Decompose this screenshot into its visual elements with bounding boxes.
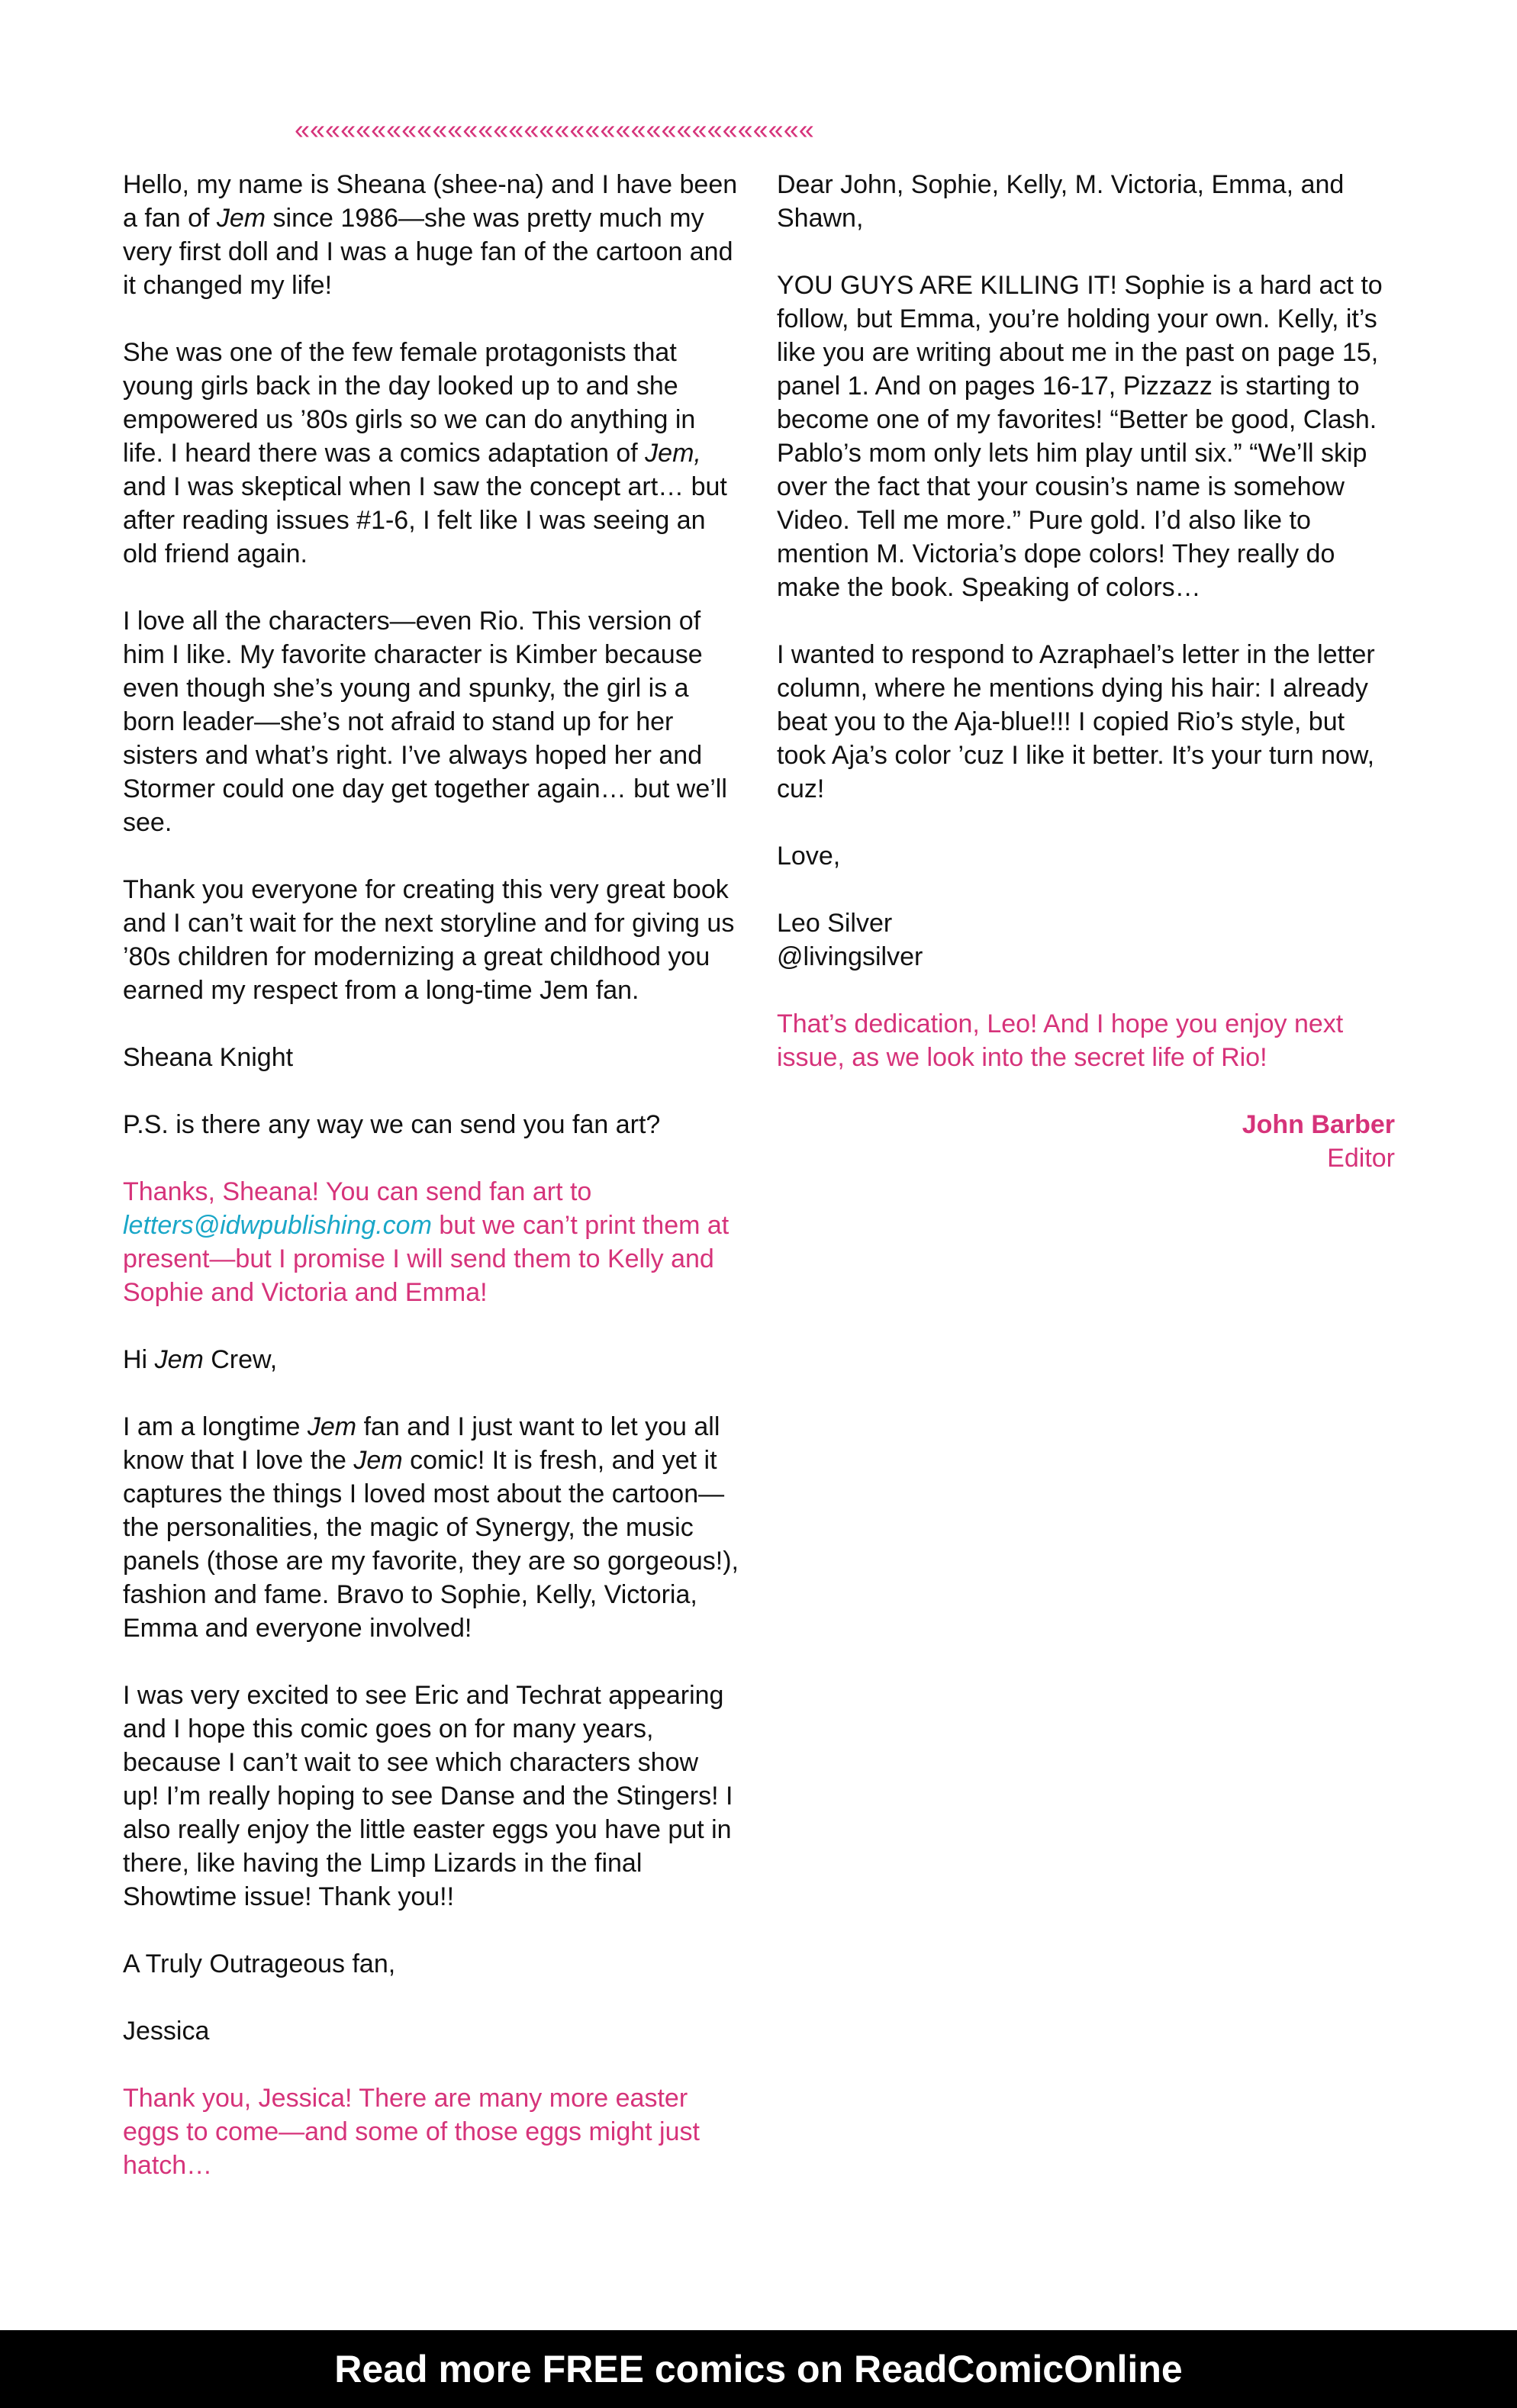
letter-leo-closing: Love,	[777, 842, 841, 871]
letter-jessica-closing: A Truly Outrageous fan,	[123, 1949, 396, 1978]
letter-jessica-p2: I was very excited to see Eric and Techrat appearing and I hope this comic goes on for many years, because I can’t wait to see which characters show up! I’m really hoping to see Danse and the Stingers! I also really enjoy the little easter eggs you have put in there, like having the Limp Lizards in the final Showtime issue! Thank you!!	[123, 1681, 733, 1911]
email-link[interactable]: letters@idwpublishing.com	[123, 1211, 432, 1240]
letter-jessica-greeting: Hi Jem Crew,	[123, 1345, 278, 1374]
editor-role: Editor	[1327, 1144, 1395, 1173]
editor-reply-jessica: Thank you, Jessica! There are many more easter eggs to come—and some of those eggs might just hatch…	[123, 2084, 700, 2180]
left-column	[123, 168, 739, 2216]
letter-sheana-p2: She was one of the few female protagonists that young girls back in the day looked up to and she empowered us ’80s girls so we can do anything in life. I heard there was a comics adaptation of Jem, and I was skeptical when I saw the concept art… but after reading issues #1-6, I felt like I was seeing an old friend again.	[123, 338, 727, 568]
right-column	[777, 168, 1395, 1175]
editor-reply-sheana: Thanks, Sheana! You can send fan art to letters@idwpublishing.com but we can’t print them at present—but I promise I will send them to Kelly and Sophie and Victoria and Emma!	[123, 1177, 730, 1307]
editor-name: John Barber	[1242, 1110, 1395, 1139]
letter-leo-signature: Leo Silver @livingsilver	[777, 909, 923, 971]
letter-sheana-ps: P.S. is there any way we can send you fan art?	[123, 1110, 661, 1139]
letter-leo-p1: YOU GUYS ARE KILLING IT! Sophie is a hard act to follow, but Emma, you’re holding your own. Kelly, it’s like you are writing about me in the past on page 15, panel 1. And on pages 16-17, Pizzazz is starting to become one of my favorites! “Better be good, Clash. Pablo’s mom only lets him play until six.” “We’ll skip over the fact that your cousin’s name is somehow Video. Tell me more.” Pure gold. I’d also like to mention M. Victoria’s dope colors! They really do make the book. Speaking of colors…	[777, 271, 1383, 602]
footer-banner[interactable]: Read more FREE comics on ReadComicOnline	[0, 2330, 1517, 2408]
letter-sheana-p1: Hello, my name is Sheana (shee-na) and I have been a fan of Jem since 1986—she was pretty much my very first doll and I was a huge fan of the cartoon and it changed my life!	[123, 170, 738, 300]
letter-sheana-p3: I love all the characters—even Rio. This version of him I like. My favorite character is Kimber because even though she’s young and spunky, the girl is a born leader—she’s not afraid to stand up for her sisters and what’s right. I’ve always hoped her and Stormer could one day get together again… but we’ll see.	[123, 607, 727, 837]
letter-leo-p2: I wanted to respond to Azraphael’s letter in the letter column, where he mentions dying his hair: I already beat you to the Aja-blue!!! I copied Rio’s style, but took Aja’s color ’cuz I like it better. It’s your turn now, cuz!	[777, 640, 1375, 803]
letter-sheana-signature: Sheana Knight	[123, 1043, 294, 1072]
chevron-decoration: ««««««««««««««««««««««««««««««««««	[295, 114, 814, 145]
editor-signature	[777, 1108, 1395, 1175]
letter-leo-greeting: Dear John, Sophie, Kelly, M. Victoria, Emma, and Shawn,	[777, 170, 1345, 233]
letter-jessica-signature: Jessica	[123, 2017, 210, 2046]
letter-jessica-p1: I am a longtime Jem fan and I just want to let you all know that I love the Jem comic! It is fresh, and yet it captures the things I loved most about the cartoon—the personalities, the magic of Synergy, the music panels (those are my favorite, they are so gorgeous!), fashion and fame. Bravo to Sophie, Kelly, Victoria, Emma and everyone involved!	[123, 1412, 739, 1643]
editor-reply-leo: That’s dedication, Leo! And I hope you enjoy next issue, as we look into the secret life of Rio!	[777, 1009, 1344, 1072]
letter-sheana-p4: Thank you everyone for creating this very great book and I can’t wait for the next storyline and for giving us ’80s children for modernizing a great childhood you earned my respect from a long-time Jem fan.	[123, 875, 735, 1005]
